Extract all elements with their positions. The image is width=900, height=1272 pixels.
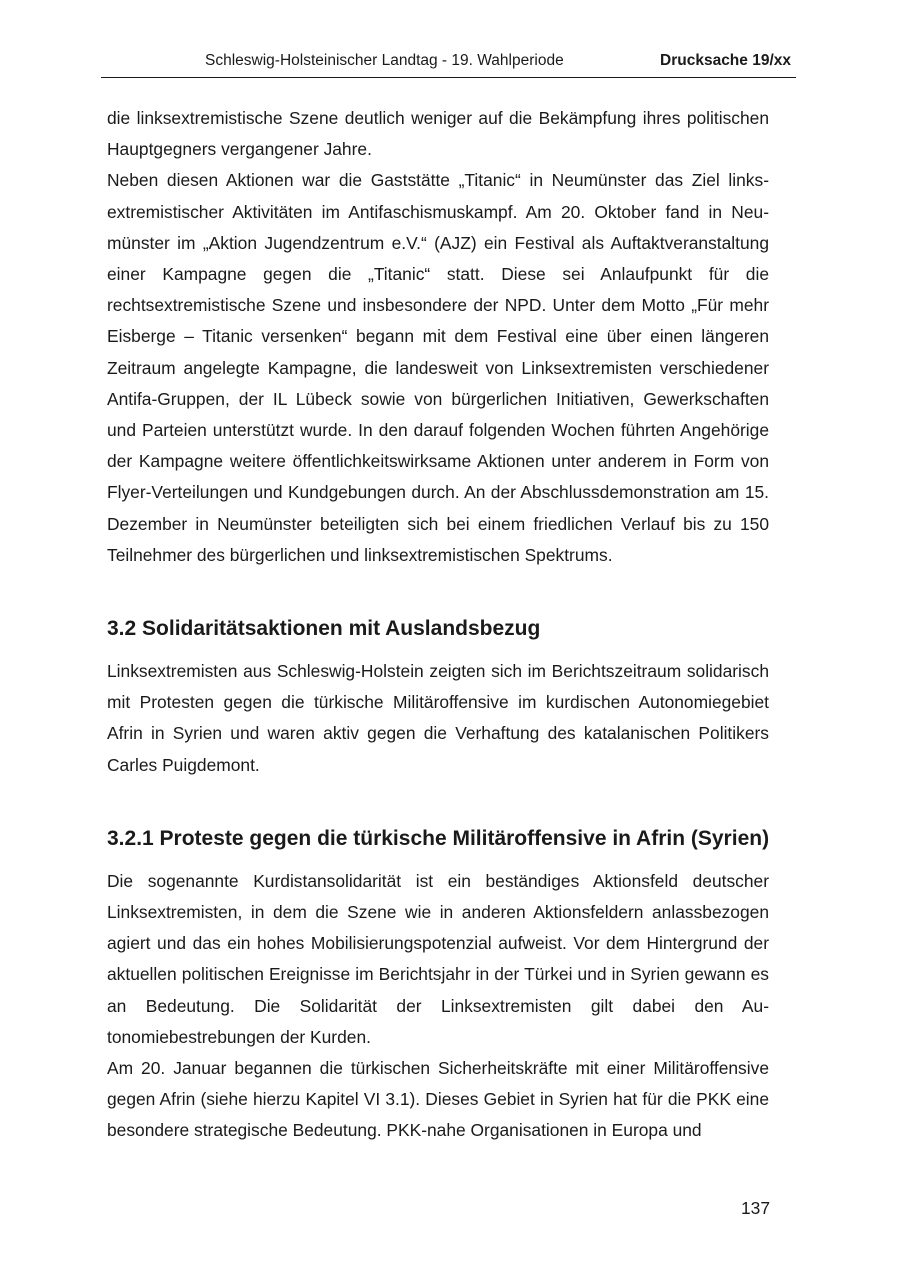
page-number: 137 [740,1198,770,1218]
paragraph-continuation: die linksextremistische Szene deutlich weniger auf die Bekämpfung ihres politischen Hauptgegners vergangener Jahre. [107,108,769,160]
header-title: Schleswig-Holsteinischer Landtag - 19. Wahlperiode [205,52,564,69]
paragraph-solidarity-actions: Linksextremisten aus Schleswig-Holstein zeigten sich im Berichtszeitraum solidarisch mit Protesten gegen die türkische Militäroffensive im kurdischen Autonomiegebiet Afrin in Syrien und waren aktiv gegen die Verhaftung des katalanischen Politikers Carles Puigdemont. [107,661,769,775]
section-heading-3-2-1: 3.2.1 Proteste gegen die türkische Militäroffensive in Afrin (Syrien) [107,826,770,850]
paragraph-kurdistan-solidarity: Die sogenannte Kurdistansolidarität ist ein beständiges Aktionsfeld deutscher Linksextremisten, in dem die Szene wie in anderen Aktionsfeldern anlassbezogen agiert und das ein hohes Mobilisierungspotenzial aufweist. Vor dem Hintergrund der aktuellen politischen Ereignisse im Berichtsjahr in der Türkei und in Syrien gewann es an Bedeutung. Die Solidarität der Linksextremisten gilt dabei den Autonomiebestrebungen der Kurden. [107,870,769,1047]
page-body [107,103,769,1147]
page-header [101,0,796,78]
paragraph-titanic-campaign: Neben diesen Aktionen war die Gaststätte „Titanic“ in Neumünster das Ziel linksextremistischer Aktivitäten im Antifaschismuskampf. Am 20. Oktober fand in Neumünster im „Aktion Jugendzentrum e.V.“ (AJZ) ein Festival als Auftaktveranstaltung einer Kampagne gegen die „Titanic“ statt. Diese sei Anlaufpunkt für die rechtsextremistische Szene und insbesondere der NPD. Unter dem Motto „Für mehr Eisberge – Titanic versenken“ begann mit dem Festival eine über einen längeren Zeitraum angelegte Kampagne, die landesweit von Linksextremisten verschiedener Antifa-Gruppen, der IL Lübeck sowie von bürgerlichen Initiativen, Gewerkschaften und Parteien unterstützt wurde. In den darauf folgenden Wochen führten Angehörige der Kampagne weitere öffentlichkeitswirksame Aktionen unter anderem in Form von Flyer-Verteilungen und Kundgebungen durch. An der Abschlussdemonstration am 15. Dezember in Neumünster beteiligten sich bei einem friedlichen Verlauf bis zu 150 Teilnehmer des bürgerlichen und linksextremistischen Spektrums. [107,170,769,565]
paragraph-afrin-offensive: Am 20. Januar begannen die türkischen Sicherheitskräfte mit einer Militäroffensive gegen Afrin (siehe hierzu Kapitel VI 3.1). Dieses Gebiet in Syrien hat für die PKK eine besondere strategische Bedeutung. PKK-nahe Organisationen in Europa und [107,1058,769,1141]
section-heading-3-2: 3.2 Solidaritätsaktionen mit Auslandsbezug [107,617,541,641]
document-number: Drucksache 19/xx [660,52,791,69]
